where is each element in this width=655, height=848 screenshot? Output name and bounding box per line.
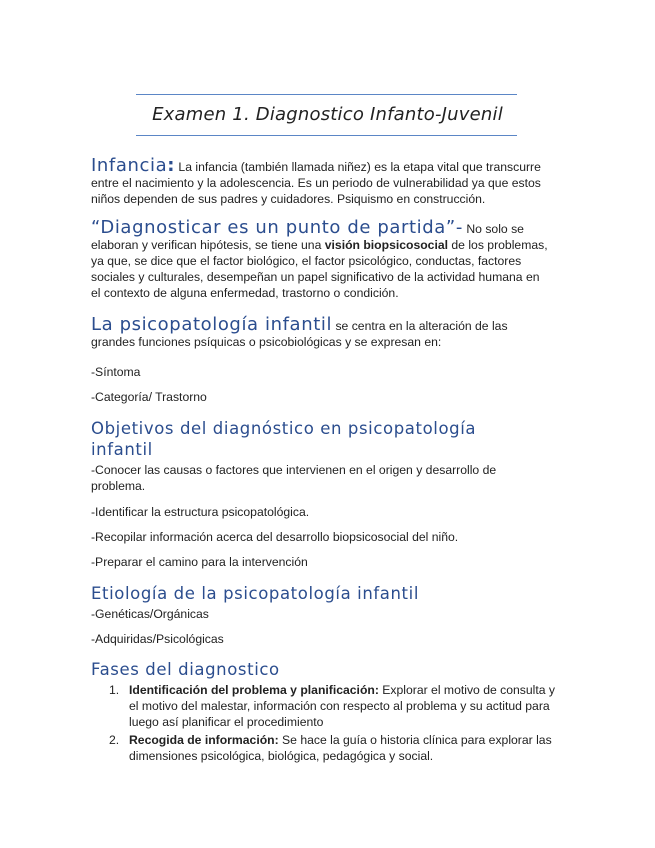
section-psicopatologia — [91, 314, 551, 350]
heading-fases: Fases del diagnostico — [91, 660, 280, 679]
section-diagnosticar — [91, 217, 551, 301]
heading-infancia: Infancia — [91, 155, 168, 176]
list-item-text: Se hace la guía o historia clínica para explorar las dimensiones psicológica, biológica, pedagógica y social. — [129, 733, 552, 763]
list-item: -Genéticas/Orgánicas — [91, 607, 209, 621]
list-item: -Preparar el camino para la intervención — [91, 555, 308, 569]
paragraph-diagnosticar-bold: visión biopsicosocial — [324, 238, 449, 252]
list-item-bold: Recogida de información: — [129, 733, 279, 747]
list-item-bold: Identificación del problema y planificación: — [129, 683, 379, 697]
paragraph-diagnosticar-1: No solo se elaboran y verifican hipótesis, se tiene una — [91, 222, 524, 252]
title-rule-top — [136, 94, 517, 95]
list-item — [91, 682, 561, 730]
list-item: -Recopilar información acerca del desarrollo biopsicosocial del niño. — [91, 530, 459, 544]
title-rule-bottom — [136, 135, 517, 136]
heading-objetivos: Objetivos del diagnóstico en psicopatología infantil — [91, 419, 477, 459]
heading-infancia-colon: : — [167, 155, 176, 176]
list-item-text: Explorar el motivo de consulta y el motivo del malestar, información con respecto al problema y su actitud para luego así planificar el procedimiento — [129, 683, 556, 729]
list-item: -Adquiridas/Psicológicas — [91, 632, 224, 646]
paragraph-infancia: La infancia (también llamada niñez) es la etapa vital que transcurre entre el nacimiento y la adolescencia. Es un periodo de vulnerabilidad ya que estos niños dependen de sus padres y cuidadores. Psiquismo en construcción. — [91, 160, 541, 206]
list-number: 1. — [109, 683, 120, 697]
list-item: -Identificar la estructura psicopatológica. — [91, 505, 310, 519]
list-item: -Categoría/ Trastorno — [91, 390, 207, 404]
heading-psicopatologia: La psicopatología infantil — [91, 314, 333, 335]
list-item: -Conocer las causas o factores que intervienen en el origen y desarrollo de problema. — [91, 463, 497, 493]
list-item — [91, 732, 561, 764]
heading-diagnosticar: “Diagnosticar es un punto de partida”- — [91, 217, 463, 238]
paragraph-psicopatologia: se centra en la alteración de las grandes funciones psíquicas o psicobiológicas y se expresan en: — [91, 319, 508, 349]
list-number: 2. — [109, 733, 120, 747]
page-title: Examen 1. Diagnostico Infanto-Juvenil — [152, 104, 503, 125]
paragraph-diagnosticar-2: de los problemas, ya que, se dice que el factor biológico, el factor psicológico, conductas, factores sociales y culturales, desempeñan un papel significativo de la actividad humana en el contexto de alguna enfermedad, trastorno o condición. — [91, 238, 548, 300]
fases-list — [91, 682, 561, 766]
list-item: -Síntoma — [91, 365, 141, 379]
heading-etiologia: Etiología de la psicopatología infantil — [91, 584, 419, 603]
section-infancia — [91, 155, 551, 207]
